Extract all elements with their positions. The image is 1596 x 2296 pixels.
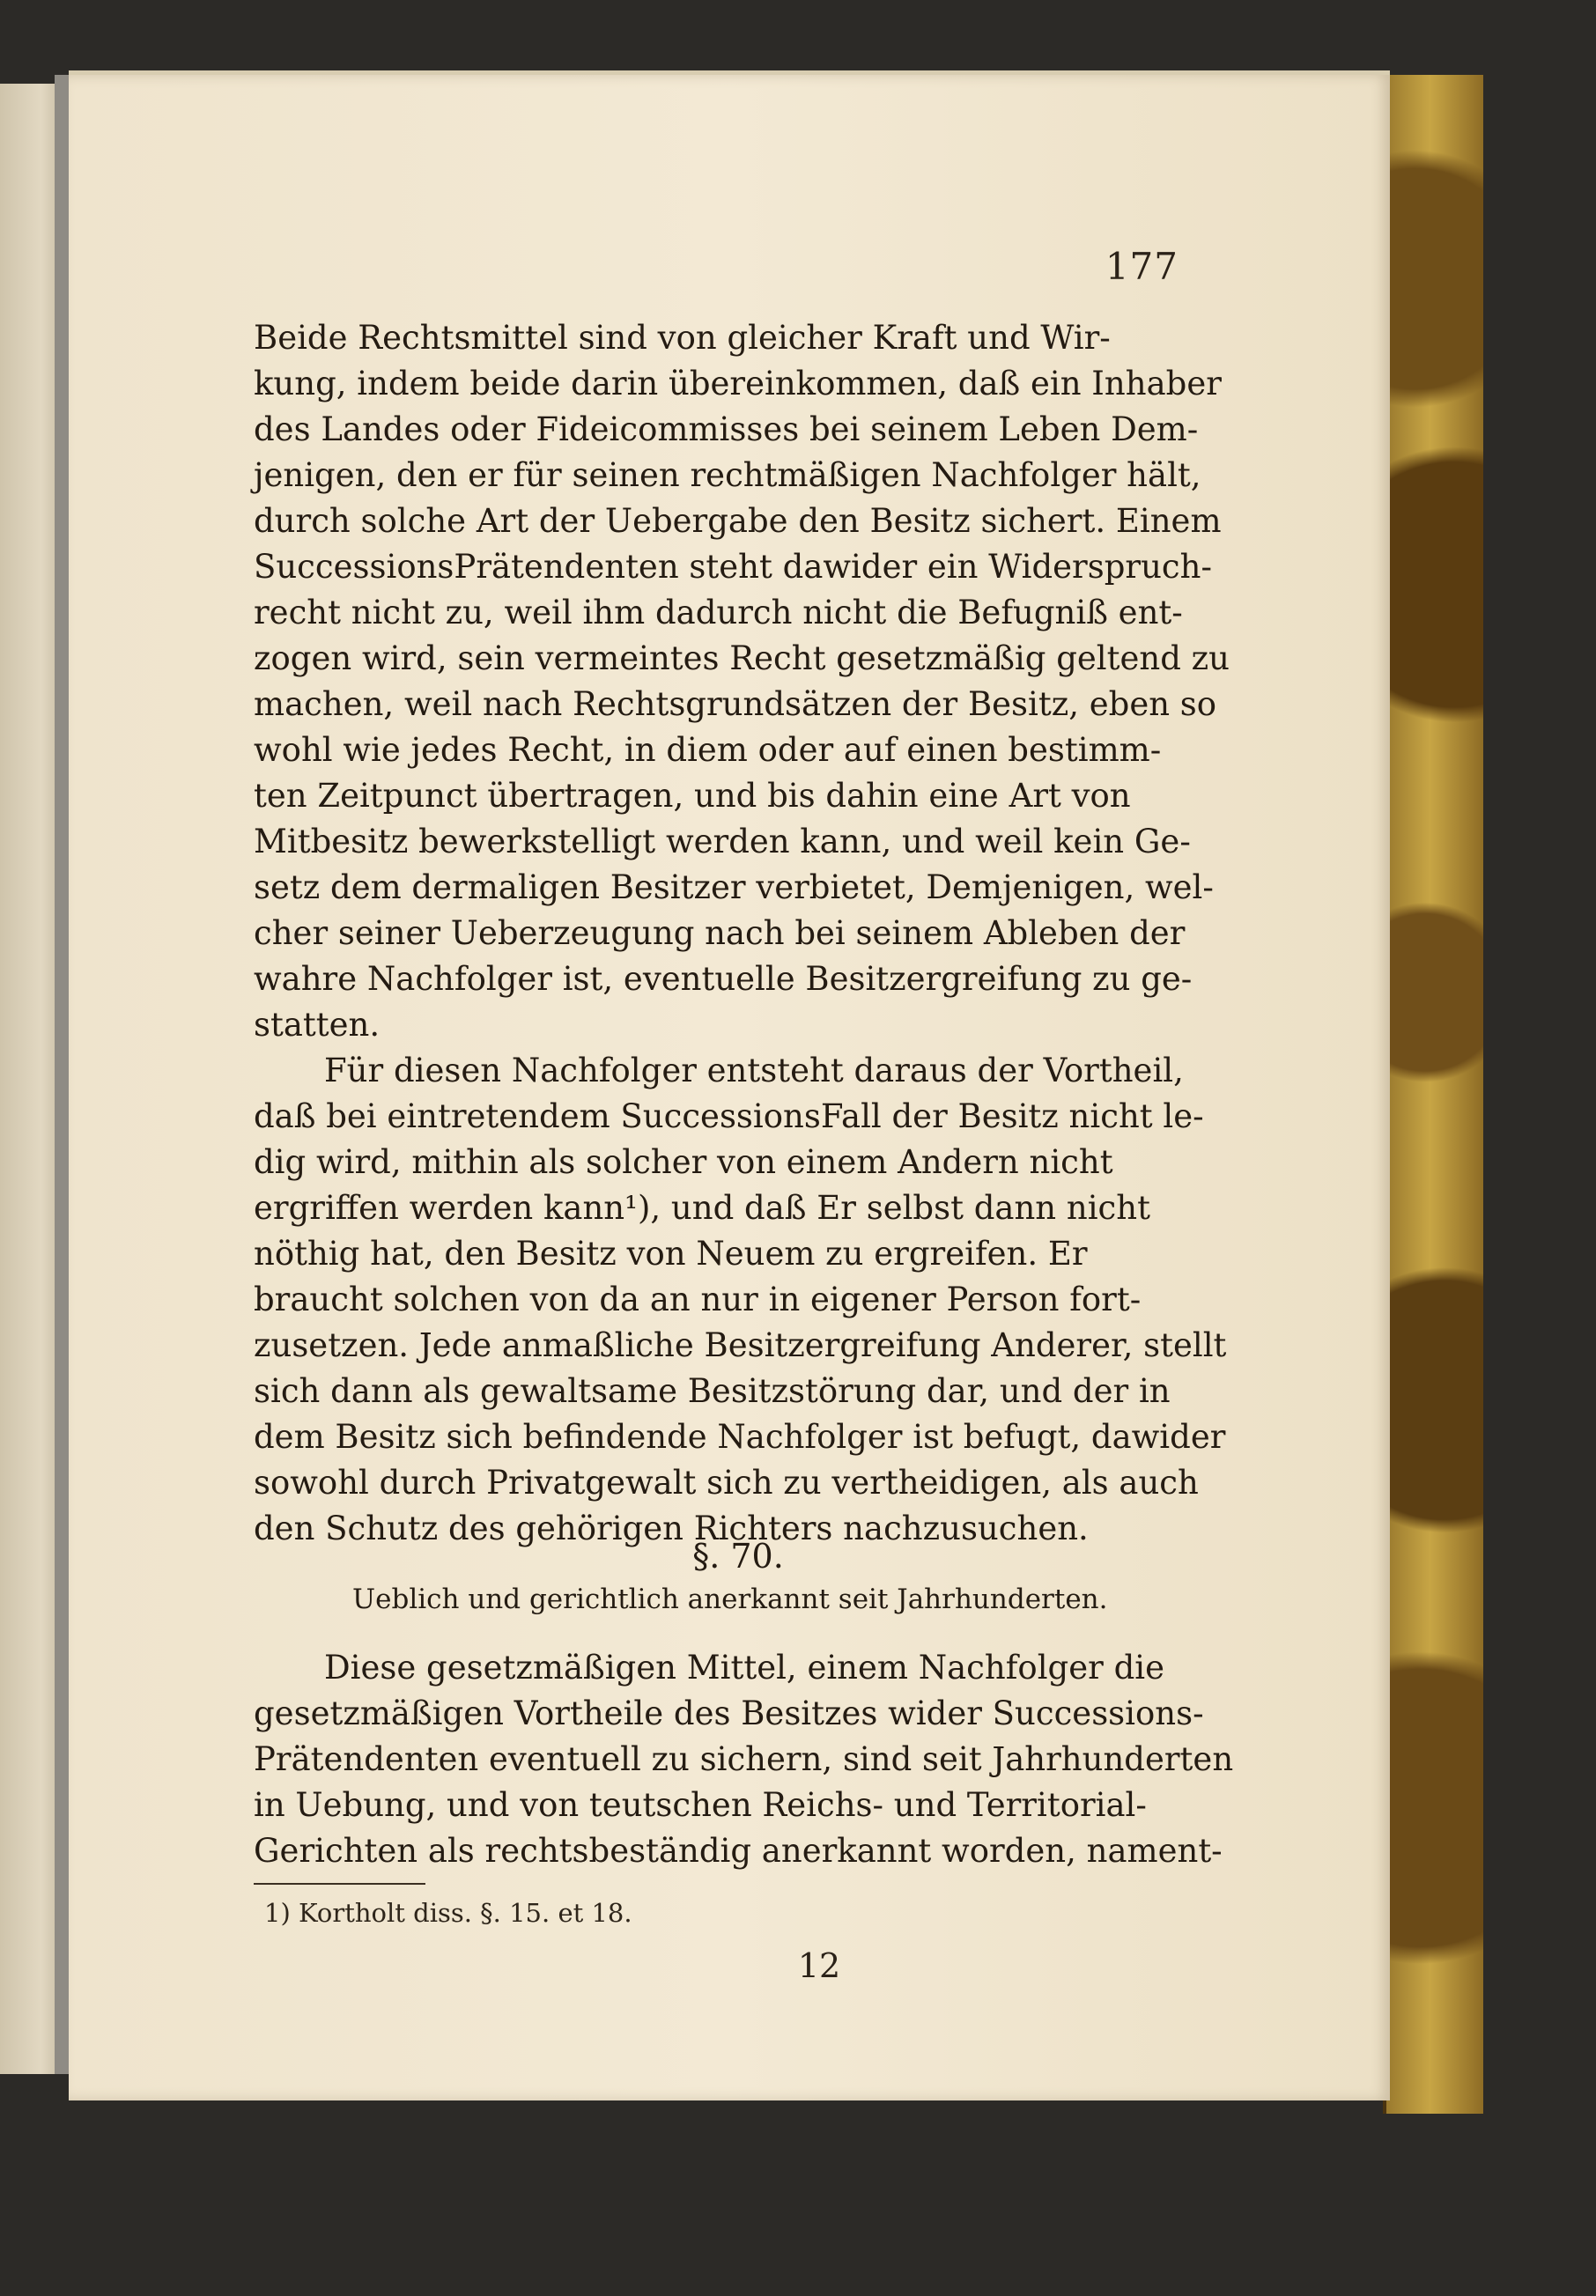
text-line: dem Besitz sich befindende Nachfolger ist befugt, dawider (254, 1418, 1226, 1456)
section-number: §. 70. (692, 1537, 784, 1576)
text-line: zusetzen. Jede anmaßliche Besitzergreifung Anderer, stellt (254, 1326, 1227, 1364)
text-line: den Schutz des gehörigen Richters nachzusuchen. (254, 1510, 1089, 1547)
signature-mark: 12 (797, 1946, 841, 1985)
footnote-divider (254, 1883, 425, 1885)
text-line: daß bei eintretendem SuccessionsFall der Besitz nicht le- (254, 1097, 1204, 1135)
text-line: durch solche Art der Uebergabe den Besitz sichert. Einem (254, 502, 1222, 540)
paragraph-3 (254, 1645, 1234, 1874)
text-line: sich dann als gewaltsame Besitzstörung dar, und der in (254, 1372, 1171, 1410)
text-line: kung, indem beide darin übereinkommen, daß ein Inhaber (254, 365, 1222, 402)
text-line: dig wird, mithin als solcher von einem Andern nicht (254, 1143, 1113, 1181)
text-line: Diese gesetzmäßigen Mittel, einem Nachfolger die (324, 1649, 1164, 1687)
text-line: des Landes oder Fideicommisses bei seinem Leben Dem- (254, 410, 1199, 448)
text-line: wahre Nachfolger ist, eventuelle Besitzergreifung zu ge- (254, 960, 1193, 998)
text-line: in Uebung, und von teutschen Reichs- und Territorial- (254, 1786, 1147, 1824)
text-line: ergriffen werden kann¹), und daß Er selbst dann nicht (254, 1189, 1150, 1227)
text-line: SuccessionsPrätendenten steht dawider ein Widerspruch- (254, 548, 1212, 586)
text-line: Gerichten als rechtsbeständig anerkannt worden, nament- (254, 1832, 1223, 1870)
marbled-cover-board (1383, 75, 1483, 2114)
section-title: Ueblich und gerichtlich anerkannt seit Jahrhunderten. (352, 1584, 1108, 1615)
binding-gutter (55, 75, 69, 2074)
text-line: Mitbesitz bewerkstelligt werden kann, und weil kein Ge- (254, 823, 1191, 860)
text-line: statten. (254, 1006, 381, 1044)
page-number: 177 (1105, 245, 1179, 288)
text-line: jenigen, den er für seinen rechtmäßigen Nachfolger hält, (254, 456, 1201, 494)
text-line: sowohl durch Privatgewalt sich zu vertheidigen, als auch (254, 1464, 1199, 1502)
text-line: braucht solchen von da an nur in eigener Person fort- (254, 1281, 1142, 1318)
text-line: zogen wird, sein vermeintes Recht gesetzmäßig geltend zu (254, 639, 1230, 677)
text-line: Beide Rechtsmittel sind von gleicher Kraft und Wir- (254, 319, 1111, 357)
text-line: wohl wie jedes Recht, in diem oder auf einen bestimm- (254, 731, 1162, 769)
text-line: gesetzmäßigen Vortheile des Besitzes wider Successions- (254, 1694, 1204, 1732)
text-line: Für diesen Nachfolger entsteht daraus der Vortheil, (324, 1052, 1184, 1089)
text-line: machen, weil nach Rechtsgrundsätzen der Besitz, eben so (254, 685, 1217, 723)
footnote: 1) Kortholt diss. §. 15. et 18. (264, 1898, 632, 1928)
text-line: recht nicht zu, weil ihm dadurch nicht die Befugniß ent- (254, 594, 1183, 631)
text-line: setz dem dermaligen Besitzer verbietet, Demjenigen, wel- (254, 868, 1214, 906)
text-line: cher seiner Ueberzeugung nach bei seinem Ableben der (254, 914, 1186, 952)
text-line: nöthig hat, den Besitz von Neuem zu ergreifen. Er (254, 1235, 1088, 1273)
paragraph-1 (254, 315, 1230, 1552)
text-line: ten Zeitpunct übertragen, und bis dahin eine Art von (254, 777, 1131, 815)
text-line: Prätendenten eventuell zu sichern, sind seit Jahrhunderten (254, 1740, 1234, 1778)
